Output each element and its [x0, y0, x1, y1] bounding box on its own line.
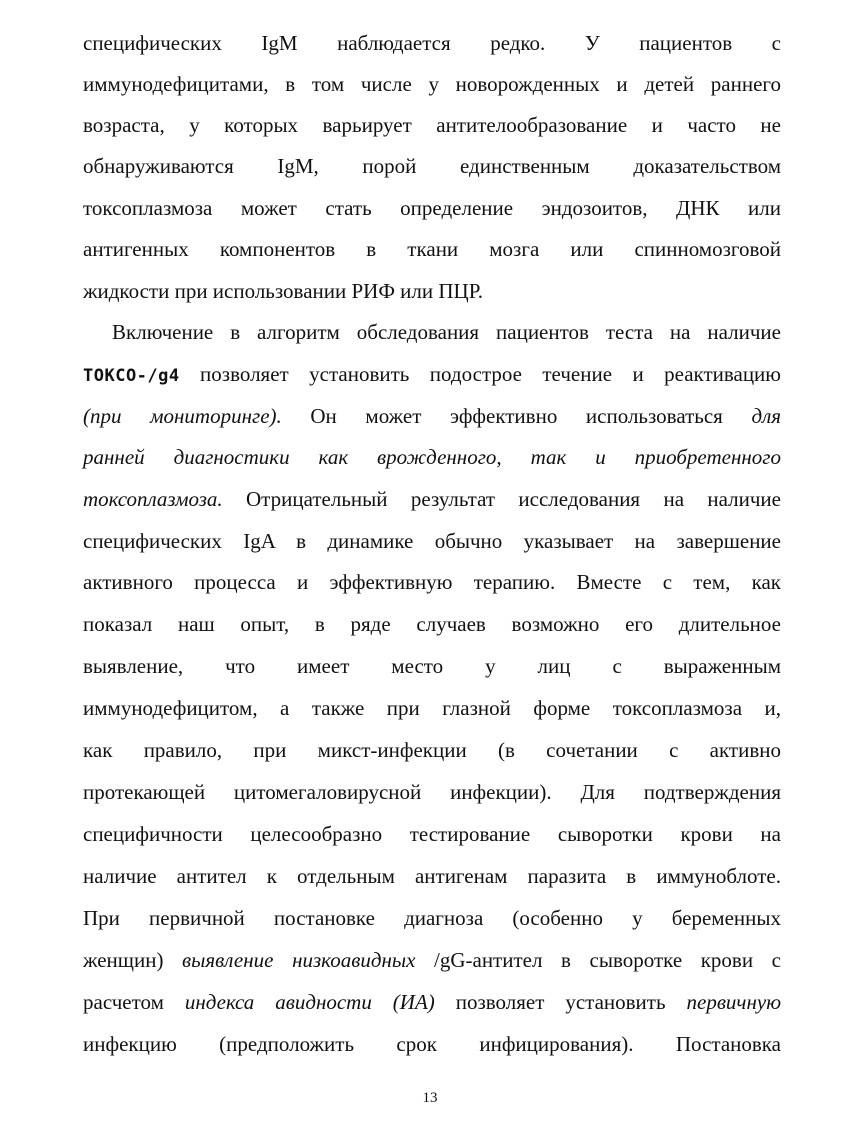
- text-line: токсоплазмоза может стать определение эндозоитов, ДНК или: [83, 196, 781, 220]
- text-line: протекающей цитомегаловирусной инфекции). Для подтверждения: [83, 780, 781, 804]
- text-line: специфичности целесообразно тестирование сыворотки крови на: [83, 822, 781, 846]
- text-line: При первичной постановке диагноза (особенно у беременных: [83, 906, 781, 930]
- text-line: жидкости при использовании РИФ или ПЦР.: [83, 279, 484, 303]
- text-line: токсоплазмоза. Отрицательный результат исследования на наличие: [83, 487, 781, 511]
- text-line: наличие антител к отдельным антигенам паразита в иммуноблоте.: [83, 864, 781, 888]
- text-line: показал наш опыт, в ряде случаев возможно его длительное: [83, 612, 781, 636]
- text-line: (при мониторинге). Он может эффективно использоваться для: [83, 404, 781, 428]
- test-name: ТОКСО-/g4: [83, 366, 180, 386]
- text-line: специфических IgM наблюдается редко. У пациентов с: [83, 31, 781, 55]
- text-line: иммунодефицитом, а также при глазной форме токсоплазмоза и,: [83, 696, 781, 720]
- text-line: расчетом индекса авидности (ИА) позволяет установить первичную: [83, 990, 781, 1014]
- text-line: антигенных компонентов в ткани мозга или спинномозговой: [83, 237, 781, 261]
- text-line: специфических IgA в динамике обычно указывает на завершение: [83, 529, 781, 553]
- paragraph-first-line: Включение в алгоритм обследования пациентов теста на наличие: [112, 320, 781, 344]
- text-line: активного процесса и эффективную терапию. Вместе с тем, как: [83, 570, 781, 594]
- text-line: возраста, у которых варьирует антителообразование и часто не: [83, 113, 781, 137]
- text-line: женщин) выявление низкоавидных /gG-антител в сыворотке крови с: [83, 948, 781, 972]
- text-line: ТОКСО-/g4 позволяет установить подострое течение и реактивацию: [83, 362, 781, 386]
- text-line: иммунодефицитами, в том числе у новорожденных и детей раннего: [83, 72, 781, 96]
- text-line: ранней диагностики как врожденного, так и приобретенного: [83, 445, 781, 469]
- text-line: инфекцию (предположить срок инфицирования). Постановка: [83, 1032, 781, 1056]
- text-line: как правило, при микст-инфекции (в сочетании с активно: [83, 738, 781, 762]
- text-line: выявление, что имеет место у лиц с выраженным: [83, 654, 781, 678]
- page-number: 13: [422, 1090, 438, 1106]
- text-line: обнаруживаются IgM, порой единственным доказательством: [83, 154, 781, 178]
